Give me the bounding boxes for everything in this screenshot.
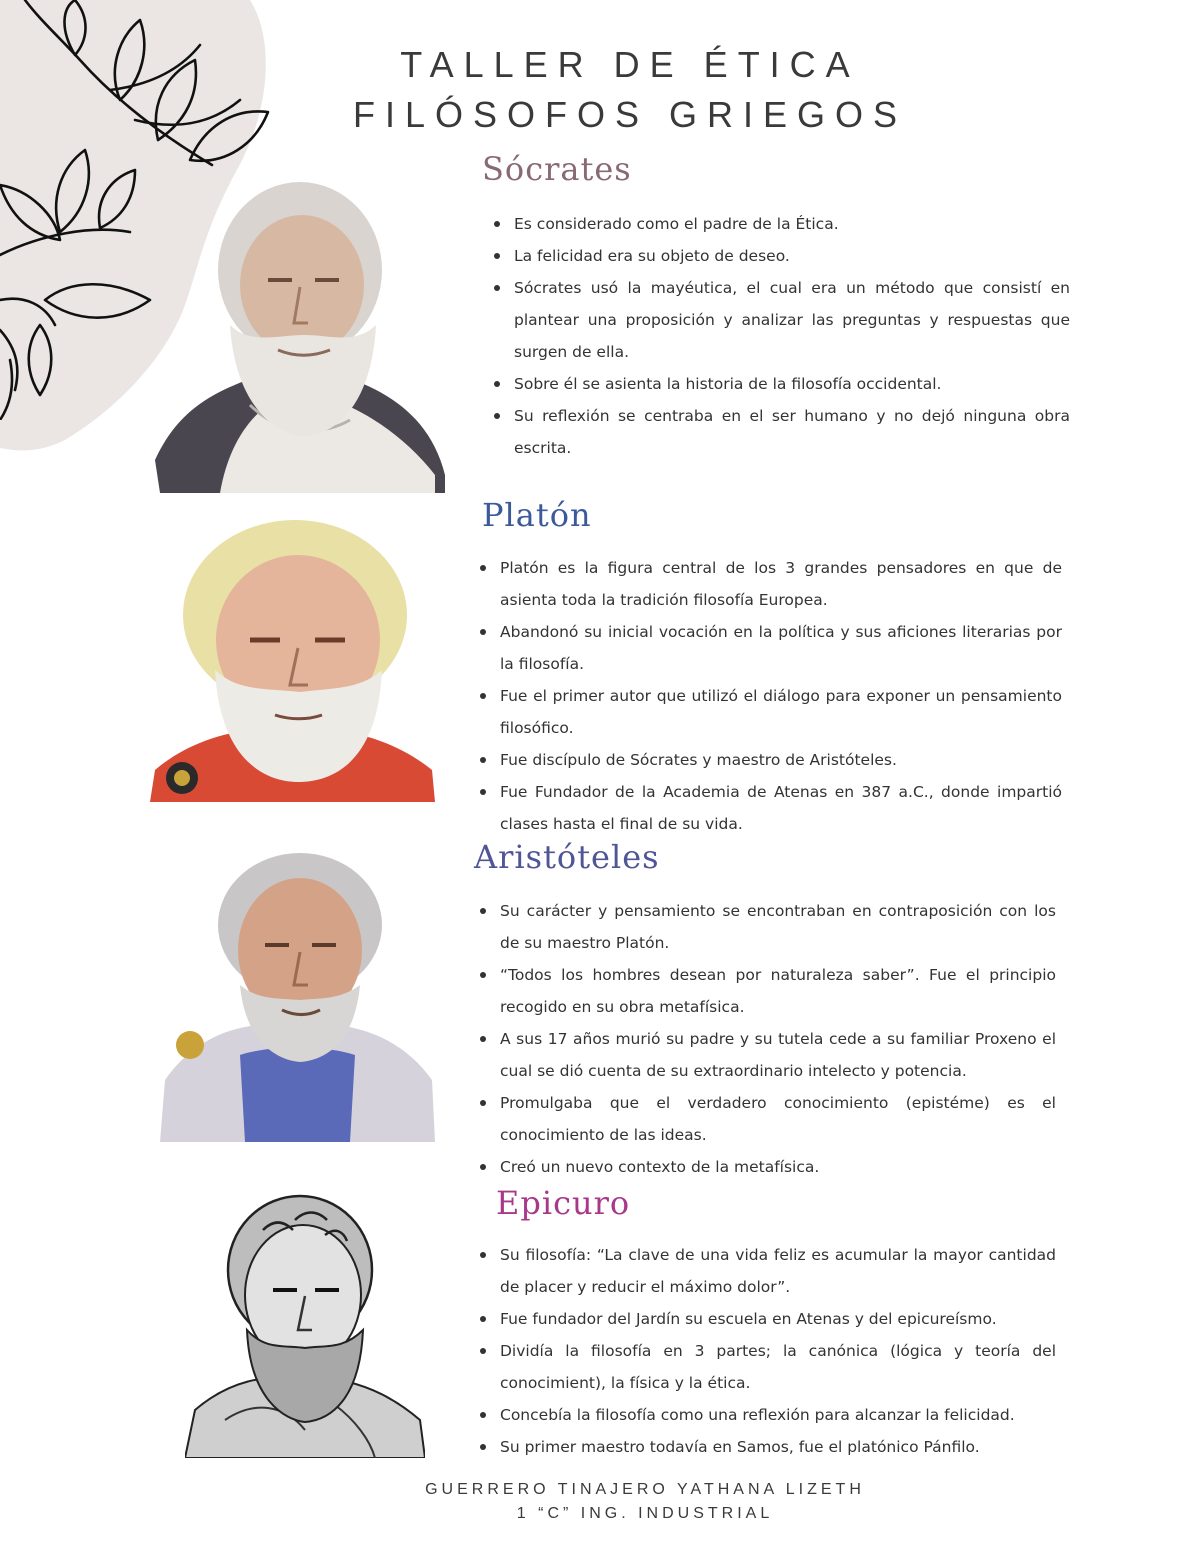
list-item: Promulgaba que el verdadero conocimiento (epistéme) es el conocimiento de las ideas. <box>474 1087 1056 1151</box>
list-item: Fue Fundador de la Academia de Atenas en 387 a.C., donde impartió clases hasta el final de su vida. <box>474 776 1062 840</box>
list-item: Su filosofía: “La clave de una vida feliz es acumular la mayor cantidad de placer y reducir el máximo dolor”. <box>474 1239 1056 1303</box>
aristoteles-bust-icon <box>160 850 435 1142</box>
aristoteles-bullet-list <box>474 895 1056 1183</box>
course-label: 1 “C” ING. INDUSTRIAL <box>516 1505 774 1522</box>
section-heading-aristoteles: Aristóteles <box>474 838 660 876</box>
epicuro-bust-icon <box>185 1190 425 1458</box>
list-item: Fue fundador del Jardín su escuela en Atenas y del epicureísmo. <box>474 1303 1056 1335</box>
list-item: La felicidad era su objeto de deseo. <box>488 240 1070 272</box>
list-item: Fue discípulo de Sócrates y maestro de Aristóteles. <box>474 744 1062 776</box>
page-title: TALLER DE ÉTICA <box>400 44 860 85</box>
list-item: Sobre él se asienta la historia de la filosofía occidental. <box>488 368 1070 400</box>
list-item: Su primer maestro todavía en Samos, fue el platónico Pánfilo. <box>474 1431 1056 1463</box>
list-item: Su reflexión se centraba en el ser humano y no dejó ninguna obra escrita. <box>488 400 1070 464</box>
list-item: Su carácter y pensamiento se encontraban en contraposición con los de su maestro Platón. <box>474 895 1056 959</box>
platon-bullet-list <box>474 552 1062 840</box>
footer <box>0 1478 1200 1526</box>
list-item: Sócrates usó la mayéutica, el cual era un método que consistí en plantear una proposición y analizar las preguntas y respuestas que surgen de ella. <box>488 272 1070 368</box>
list-item: Creó un nuevo contexto de la metafísica. <box>474 1151 1056 1183</box>
section-heading-platon: Platón <box>482 496 592 534</box>
list-item: “Todos los hombres desean por naturaleza saber”. Fue el principio recogido en su obra metafísica. <box>474 959 1056 1023</box>
list-item: Dividía la filosofía en 3 partes; la canónica (lógica y teoría del conocimient), la física y la ética. <box>474 1335 1056 1399</box>
socrates-bust-icon <box>150 175 450 493</box>
list-item: Fue el primer autor que utilizó el diálogo para exponer un pensamiento filosófico. <box>474 680 1062 744</box>
platon-bust-icon <box>150 520 435 802</box>
author-name: GUERRERO TINAJERO YATHANA LIZETH <box>425 1481 865 1498</box>
list-item: Abandonó su inicial vocación en la política y sus aficiones literarias por la filosofía. <box>474 616 1062 680</box>
list-item: Platón es la figura central de los 3 grandes pensadores en que de asienta toda la tradición filosofía Europea. <box>474 552 1062 616</box>
title-block <box>0 40 1200 140</box>
section-heading-epicuro: Epicuro <box>496 1184 631 1222</box>
list-item: Es considerado como el padre de la Ética. <box>488 208 1070 240</box>
list-item: A sus 17 años murió su padre y su tutela cede a su familiar Proxeno el cual se dió cuenta de su extraordinario intelecto y potencia. <box>474 1023 1056 1087</box>
section-heading-socrates: Sócrates <box>482 150 632 188</box>
page-subtitle: FILÓSOFOS GRIEGOS <box>352 94 908 135</box>
epicuro-bullet-list <box>474 1239 1056 1463</box>
socrates-bullet-list <box>488 208 1070 464</box>
list-item: Concebía la filosofía como una reflexión para alcanzar la felicidad. <box>474 1399 1056 1431</box>
